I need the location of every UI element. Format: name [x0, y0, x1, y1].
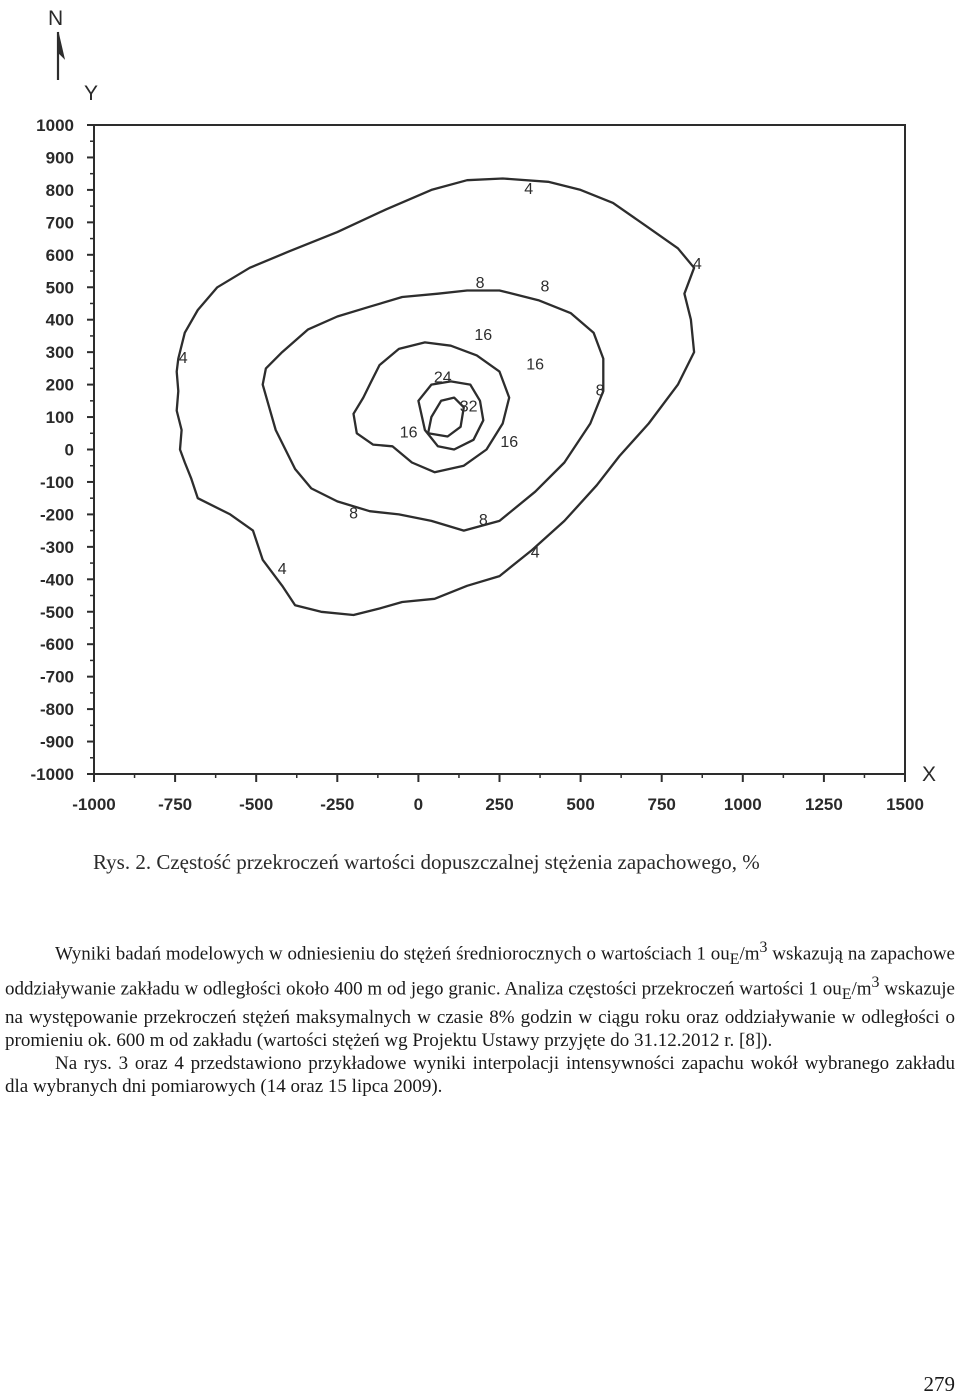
- x-tick-label: -750: [158, 795, 193, 814]
- contour-label: 16: [526, 356, 545, 374]
- p1-c: wskazują na zapachowe oddziaływanie zakładu w odległości około 400 m od jego granic. Analiza częstości przekroczeń wartości 1 ou: [5, 943, 955, 1000]
- y-tick-label: -200: [39, 505, 74, 525]
- y-tick-label: 400: [45, 310, 74, 330]
- contour-lines: [177, 179, 694, 616]
- contour-label: 16: [399, 424, 418, 442]
- x-tick-label: 250: [485, 795, 514, 814]
- y-tick-label: 700: [45, 213, 74, 233]
- p1-sub: E: [729, 951, 740, 969]
- north-arrow: [48, 7, 64, 80]
- contour-label: 4: [692, 255, 702, 273]
- y-tick-label: 300: [45, 343, 74, 363]
- p1-a: Wyniki badań modelowych w odniesieniu do stężeń średniorocznych o wartościach 1 ou: [55, 943, 730, 965]
- contour-label: 16: [474, 327, 493, 345]
- contour-label: 8: [478, 512, 488, 530]
- x-axis-ticks: [72, 774, 924, 814]
- body-text: [5, 936, 955, 1098]
- y-tick-label: -100: [39, 472, 74, 492]
- contour-level-32: [428, 398, 464, 437]
- x-tick-label: 750: [647, 795, 676, 814]
- x-tick-label: 500: [566, 795, 595, 814]
- contour-label: 8: [475, 275, 485, 293]
- contour-label: 8: [349, 505, 358, 523]
- y-tick-label: 800: [45, 180, 74, 200]
- y-tick-label: -800: [39, 700, 74, 720]
- y-tick-label: -300: [39, 537, 74, 557]
- contour-label: 4: [524, 181, 534, 199]
- contour-level-16: [354, 342, 510, 472]
- paragraph-1: [5, 936, 955, 1052]
- p1-b: /m: [739, 943, 760, 965]
- y-tick-label: 600: [45, 245, 74, 265]
- p1-sup2: 3: [871, 974, 880, 992]
- contour-level-8: [263, 291, 604, 531]
- y-tick-label: -400: [39, 570, 74, 590]
- x-tick-label: 1000: [723, 795, 762, 814]
- y-tick-label: 500: [45, 278, 74, 298]
- y-tick-label: 0: [64, 440, 74, 460]
- contour-label: 4: [530, 544, 540, 562]
- y-tick-label: -900: [39, 732, 74, 752]
- y-tick-label: 1000: [36, 116, 74, 135]
- contour-label: 8: [540, 278, 550, 296]
- y-tick-label: -500: [39, 602, 74, 622]
- figure-caption: Rys. 2. Częstość przekroczeń wartości dopuszczalnej stężenia zapachowego, %: [93, 850, 760, 874]
- p1-sup: 3: [759, 939, 768, 956]
- y-tick-label: -700: [39, 667, 74, 687]
- north-label: N: [48, 7, 64, 30]
- contour-label: 24: [433, 369, 452, 387]
- y-axis-label: Y: [84, 82, 99, 105]
- y-tick-label: 900: [45, 148, 74, 168]
- y-tick-label: 200: [45, 375, 74, 395]
- p1-e: wskazuje na występowanie przekroczeń stężeń maksymalnych w czasie 8% godzin w ciągu roku oraz oddziaływanie w odległości o promieniu ok. 600 m od zakładu (wartości stężeń wg Projektu Ustawy przyjęte do 31.12.2012 r. [8]).: [5, 978, 955, 1052]
- p1-sub2: E: [841, 986, 852, 1004]
- contour-label: 4: [178, 349, 188, 367]
- x-tick-label: 0: [413, 795, 424, 814]
- contour-label: 8: [595, 382, 605, 400]
- x-tick-label: -500: [239, 795, 274, 814]
- p2-text: Na rys. 3 oraz 4 przedstawiono przykładowe wyniki interpolacji intensywności zapachu wokół wybranego zakładu dla wybranych dni pomiarowych (14 oraz 15 lipca 2009).: [5, 1053, 955, 1098]
- x-tick-label: -1000: [72, 795, 116, 814]
- x-tick-label: 1500: [886, 795, 924, 814]
- x-axis-label: X: [922, 763, 937, 786]
- contour-label: 32: [459, 398, 478, 416]
- y-axis-ticks: [31, 116, 94, 784]
- y-tick-label: -1000: [30, 765, 74, 784]
- x-tick-label: -250: [320, 795, 355, 814]
- p1-d: /m: [851, 978, 872, 1000]
- contour-labels: [179, 181, 702, 578]
- page-number: 279: [923, 1372, 955, 1396]
- x-tick-label: 1250: [804, 795, 843, 814]
- y-tick-label: 100: [45, 408, 74, 428]
- y-tick-label: -600: [39, 635, 74, 655]
- contour-label: 4: [277, 560, 287, 578]
- contour-level-4: [177, 179, 694, 616]
- contour-label: 16: [500, 434, 519, 452]
- paragraph-2: [5, 1052, 955, 1098]
